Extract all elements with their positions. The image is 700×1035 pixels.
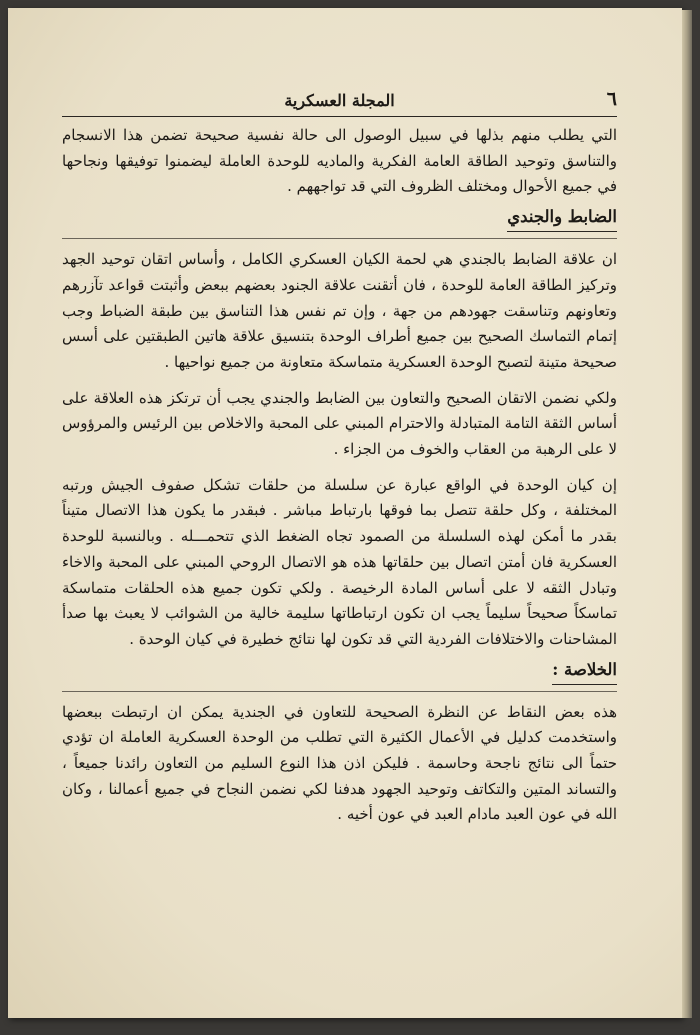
summary-paragraph: هذه بعض النقاط عن النظرة الصحيحة للتعاون في الجندية يمكن ان ارتبطت ببعضها واستخدمت كدليل في الأعمال الكثيرة التي تطلب من الوحدة العسكرية العاملة ان تؤدي حتماً الى نتائج ناجحة وحاسمة . فليكن اذن هذا النوع السليم من التعاون رائدنا جميعاً ، والتساند المتين والتكاتف وتوحيد الجهود هدفنا لكي نضمن النجاح في جميع أعمالنا ، وكان الله في عون العبد مادام العبد في عون أخيه .: [62, 702, 617, 824]
section-divider: [62, 238, 617, 239]
running-header: [62, 88, 617, 117]
section-heading-conclusion: الخلاصة :: [552, 657, 617, 685]
officer-paragraph-2: ولكي نضمن الاتقان الصحيح والتعاون بين الضابط والجندي يجب أن ترتكز هذه العلاقة على أساس الثقة التامة المتبادلة والاحترام المبني على المحبة والاخلاص بين الرئيس والمرؤوس لا على الرهبة من العقاب والخوف من الجزاء .: [62, 388, 617, 459]
heading-row-officer: [62, 200, 617, 238]
book-page: [8, 8, 682, 1018]
section-divider: [62, 691, 617, 692]
page-number: ٦: [606, 88, 617, 110]
page-edge: [682, 10, 692, 1018]
officer-paragraph-3: إن كيان الوحدة في الواقع عبارة عن سلسلة من حلقات تشكل صفوف الجيش ورتبه المختلفة ، وكل حلقة تتصل بما فوقها بارتباط مباشر . فبقدر ما يكون هذا الاتصال متيناً بقدر ما أمكن لهذه السلسلة من الصمود تجاه الضغط الذي تتحمـــله . وبالنسبة للوحدة العسكرية فان أمتن اتصال بين حلقاتها هذه هو الاتصال الروحي المبني على المحبة والاخاء وتبادل الثقه لا على أساس المادة الرخيصة . ولكي تكون جميع هذه الحلقات متماسكة تماسكاً صحيحاً سليماً يجب ان تكون ارتباطاتها سليمة خالية من الشوائب لا يعبث بها صدأ المشاحنات والاختلافات الفردية التي قد تكون لها نتائج خطيرة في كيان الوحدة .: [62, 475, 617, 648]
heading-row-conclusion: [62, 653, 617, 691]
intro-paragraph: التي يطلب منهم بذلها في سبيل الوصول الى حالة نفسية صحيحة تضمن هذا الانسجام والتناسق وتوحيد الطاقة العامة الفكرية والماديه للوحدة العاملة ليضمنوا توفيقها ونجاحها في جميع الأحوال ومختلف الظروف التي قد تواجههم .: [62, 126, 617, 196]
journal-title: المجلة العسكرية: [284, 91, 395, 110]
section-heading-officer-and-soldier: الضابط والجندي: [507, 204, 617, 232]
page-content: [62, 88, 617, 828]
officer-paragraph-1: ان علاقة الضابط بالجندي هي لحمة الكيان العسكري الكامل ، وأساس اتقان توحيد الجهد وتركيز الطاقة العامة للوحدة ، فان أتقنت علاقة الجنود بعضهم ببعض وأثبتت قواعد تآزرهم وتعاونهم وتناسقت جهودهم من جهة ، وإن تم نفس هذا التناسق بين طبقة الضباط وجب إتمام التماسك الصحيح بين جميع أطراف الوحدة بتنسيق علاقة هاتين الطبقتين على أسس صحيحة متينة لتصبح الوحدة العسكرية متماسكة متعاونة من جميع نواحيها .: [62, 250, 617, 371]
